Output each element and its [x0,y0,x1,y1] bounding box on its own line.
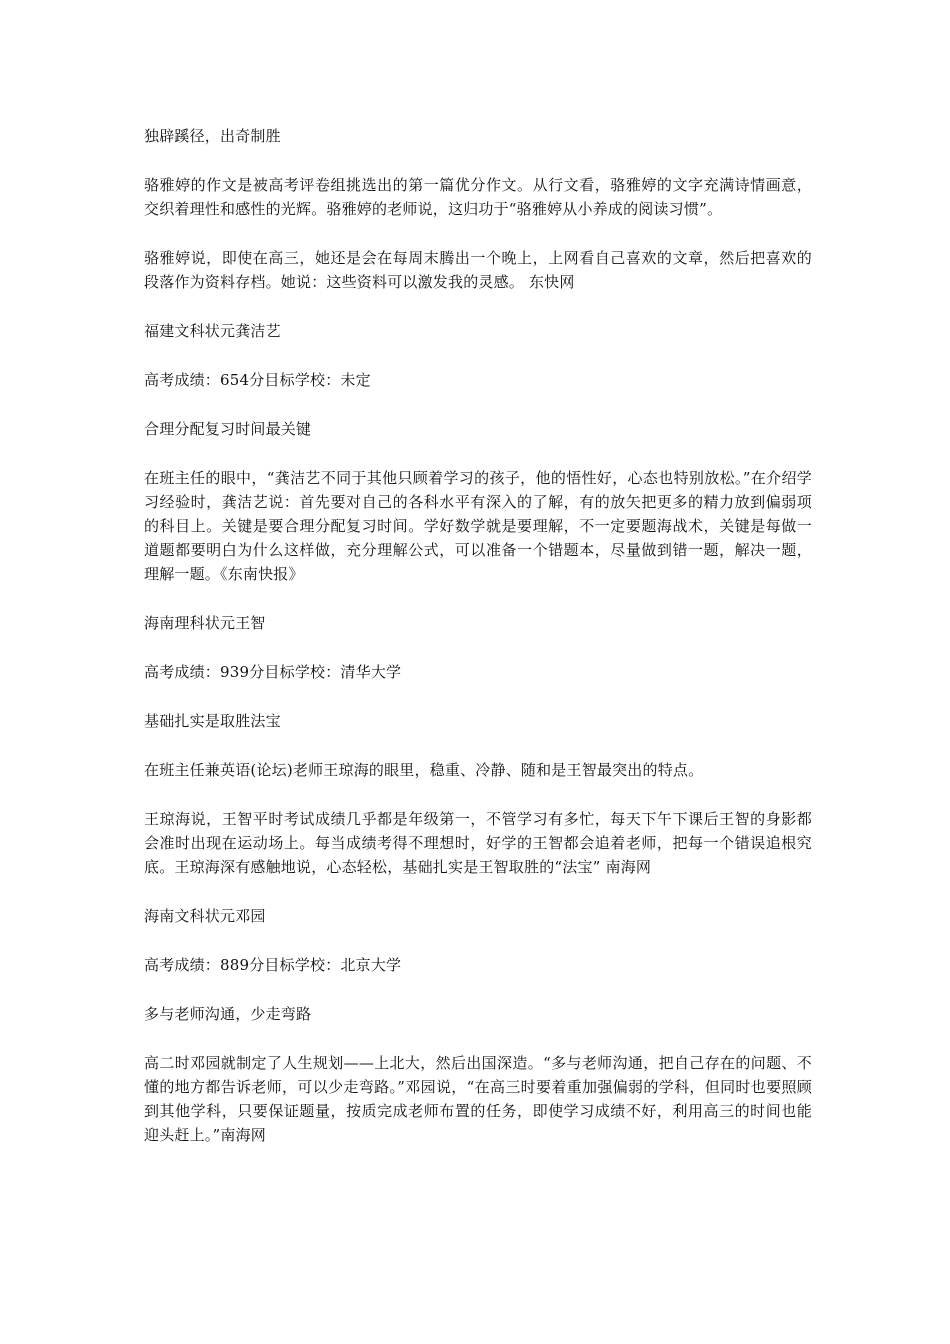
paragraph-5: 高考成绩：654分目标学校：未定 [144,371,371,389]
paragraph-9: 高考成绩：939分目标学校：清华大学 [144,663,402,681]
paragraph-7: 在班主任的眼中，“龚洁艺不同于其他只顾着学习的孩子，他的悟性好，心态也特别放松。”在介绍学习经验时，龚洁艺说：首先要对自己的各科水平有深入的了解，有的放矢把更多的精力放到偏弱项的科目上。关键是要合理分配复习时间。学好数学就是要理解，不一定要题海战术，关键是每做一道题都要明白为什么这样做，充分理解公式，可以准备一个错题本，尽量做到错一题，解决一题，理解一题。《东南快报》 [144,469,812,583]
paragraph-15: 多与老师沟通，少走弯路 [144,1005,312,1023]
paragraph-10: 基础扎实是取胜法宝 [144,712,281,730]
paragraph-2: 骆雅婷的作文是被高考评卷组挑选出的第一篇优分作文。从行文看，骆雅婷的文字充满诗情画意，交织着理性和感性的光辉。骆雅婷的老师说，这归功于“骆雅婷从小养成的阅读习惯”。 [144,176,812,218]
paragraph-12: 王琼海说，王智平时考试成绩几乎都是年级第一，不管学习有多忙，每天下午下课后王智的身影都会准时出现在运动场上。每当成绩考得不理想时，好学的王智都会追着老师，把每一个错误追根究底。王琼海深有感触地说，心态轻松，基础扎实是王智取胜的“法宝” 南海网 [144,810,812,876]
paragraph-14: 高考成绩：889分目标学校：北京大学 [144,956,402,974]
paragraph-11: 在班主任兼英语(论坛)老师王琼海的眼里，稳重、冷静、随和是王智最突出的特点。 [144,761,704,779]
paragraph-3: 骆雅婷说，即使在高三，她还是会在每周末腾出一个晚上，上网看自己喜欢的文章，然后把喜欢的段落作为资料存档。她说：这些资料可以激发我的灵感。 东快网 [144,249,812,291]
paragraph-8: 海南理科状元王智 [144,614,266,632]
paragraph-4: 福建文科状元龚洁艺 [144,322,281,340]
paragraph-1: 独辟蹊径，出奇制胜 [144,127,281,145]
paragraph-16: 高二时邓园就制定了人生规划——上北大，然后出国深造。“多与老师沟通，把自己存在的问题、不懂的地方都告诉老师，可以少走弯路。”邓园说，“在高三时要着重加强偏弱的学科，但同时也要照顾到其他学科，只要保证题量，按质完成老师布置的任务，即使学习成绩不好，利用高三的时间也能迎头赶上。”南海网 [144,1054,812,1144]
paragraph-13: 海南文科状元邓园 [144,907,266,925]
paragraph-6: 合理分配复习时间最关键 [144,420,312,438]
document-body [144,124,812,1172]
